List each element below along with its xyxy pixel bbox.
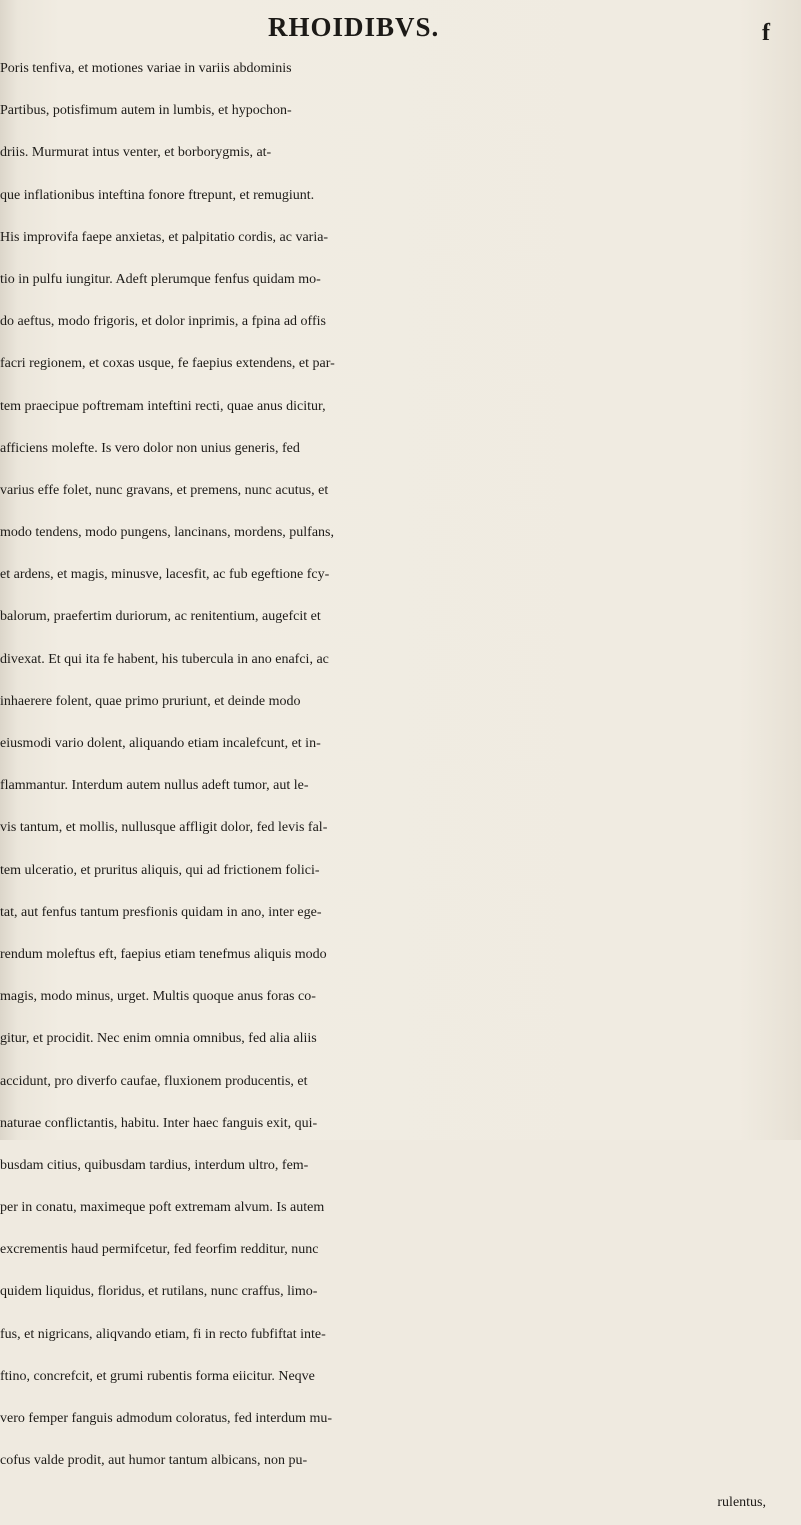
text-line: tem praecipue poftremam inteftini recti, quae anus dicitur,: [0, 398, 326, 414]
text-line: et ardens, et magis, minusve, lacesfit, ac fub egeftione fcy-: [0, 567, 330, 583]
text-line: fus, et nigricans, aliqvando etiam, fi in recto fubfiftat inte-: [0, 1326, 326, 1342]
text-line: quidem liquidus, floridus, et rutilans, nunc craffus, limo-: [0, 1284, 318, 1300]
text-line: magis, modo minus, urget. Multis quoque anus foras co-: [0, 989, 316, 1005]
text-line: tem ulceratio, et pruritus aliquis, qui ad frictionem folici-: [0, 862, 320, 878]
text-line: per in conatu, maximeque poft extremam alvum. Is autem: [0, 1200, 325, 1216]
text-line: gitur, et procidit. Nec enim omnia omnibus, fed alia aliis: [0, 1031, 317, 1047]
catchword: rulentus,: [717, 1495, 766, 1511]
text-line: que inflationibus inteftina fonore ftrepunt, et remugiunt.: [0, 187, 315, 203]
text-line: excrementis haud permifcetur, fed feorfim redditur, nunc: [0, 1242, 319, 1258]
text-line: balorum, praefertim duriorum, ac renitentium, augefcit et: [0, 609, 321, 625]
body-text: [0, 48, 790, 1525]
signature-mark: f: [762, 20, 770, 46]
text-line: busdam citius, quibusdam tardius, interdum ultro, fem-: [0, 1157, 309, 1173]
text-line: vero femper fanguis admodum coloratus, fed interdum mu-: [0, 1411, 333, 1426]
text-line: rendum moleftus eft, faepius etiam tenefmus aliquis modo: [0, 946, 327, 962]
text-line: varius effe folet, nunc gravans, et premens, nunc acutus, et: [0, 482, 329, 498]
text-line: facri regionem, et coxas usque, fe faepius extendens, et par-: [0, 356, 335, 372]
text-line: accidunt, pro diverfo caufae, fluxionem producentis, et: [0, 1073, 308, 1089]
text-line: driis. Murmurat intus venter, et borborygmis, at-: [0, 145, 272, 161]
text-line: do aeftus, modo frigoris, et dolor inprimis, a fpina ad offis: [0, 314, 326, 330]
text-line: divexat. Et qui ita fe habent, his tubercula in ano enafci, ac: [0, 651, 329, 667]
text-line: Partibus, potisfimum autem in lumbis, et hypochon-: [0, 103, 292, 119]
text-line: tat, aut fenfus tantum presfionis quidam in ano, inter ege-: [0, 904, 322, 920]
text-line: vis tantum, et mollis, nullusque affligit dolor, fed levis fal-: [0, 820, 328, 836]
running-head: [0, 10, 801, 44]
text-line: Poris tenfiva, et motiones variae in variis abdominis: [0, 61, 292, 76]
text-line: flammantur. Interdum autem nullus adeft tumor, aut le-: [0, 778, 309, 794]
text-line: tio in pulfu iungitur. Adeft plerumque fenfus quidam mo-: [0, 271, 321, 287]
text-line: His improvifa faepe anxietas, et palpitatio cordis, ac varia-: [0, 229, 329, 245]
text-line: inhaerere folent, quae primo pruriunt, et deinde modo: [0, 693, 301, 709]
running-head-title: RHOIDIBVS.: [268, 12, 440, 42]
text-line: ftino, concrefcit, et grumi rubentis forma eiicitur. Neqve: [0, 1368, 315, 1384]
text-line: afficiens molefte. Is vero dolor non unius generis, fed: [0, 440, 300, 456]
text-line: naturae conflictantis, habitu. Inter haec fanguis exit, qui-: [0, 1115, 318, 1131]
text-line: modo tendens, modo pungens, lancinans, mordens, pulfans,: [0, 525, 335, 541]
text-line: eiusmodi vario dolent, aliquando etiam incalefcunt, et in-: [0, 736, 321, 751]
text-line: cofus valde prodit, aut humor tantum albicans, non pu-: [0, 1453, 308, 1469]
